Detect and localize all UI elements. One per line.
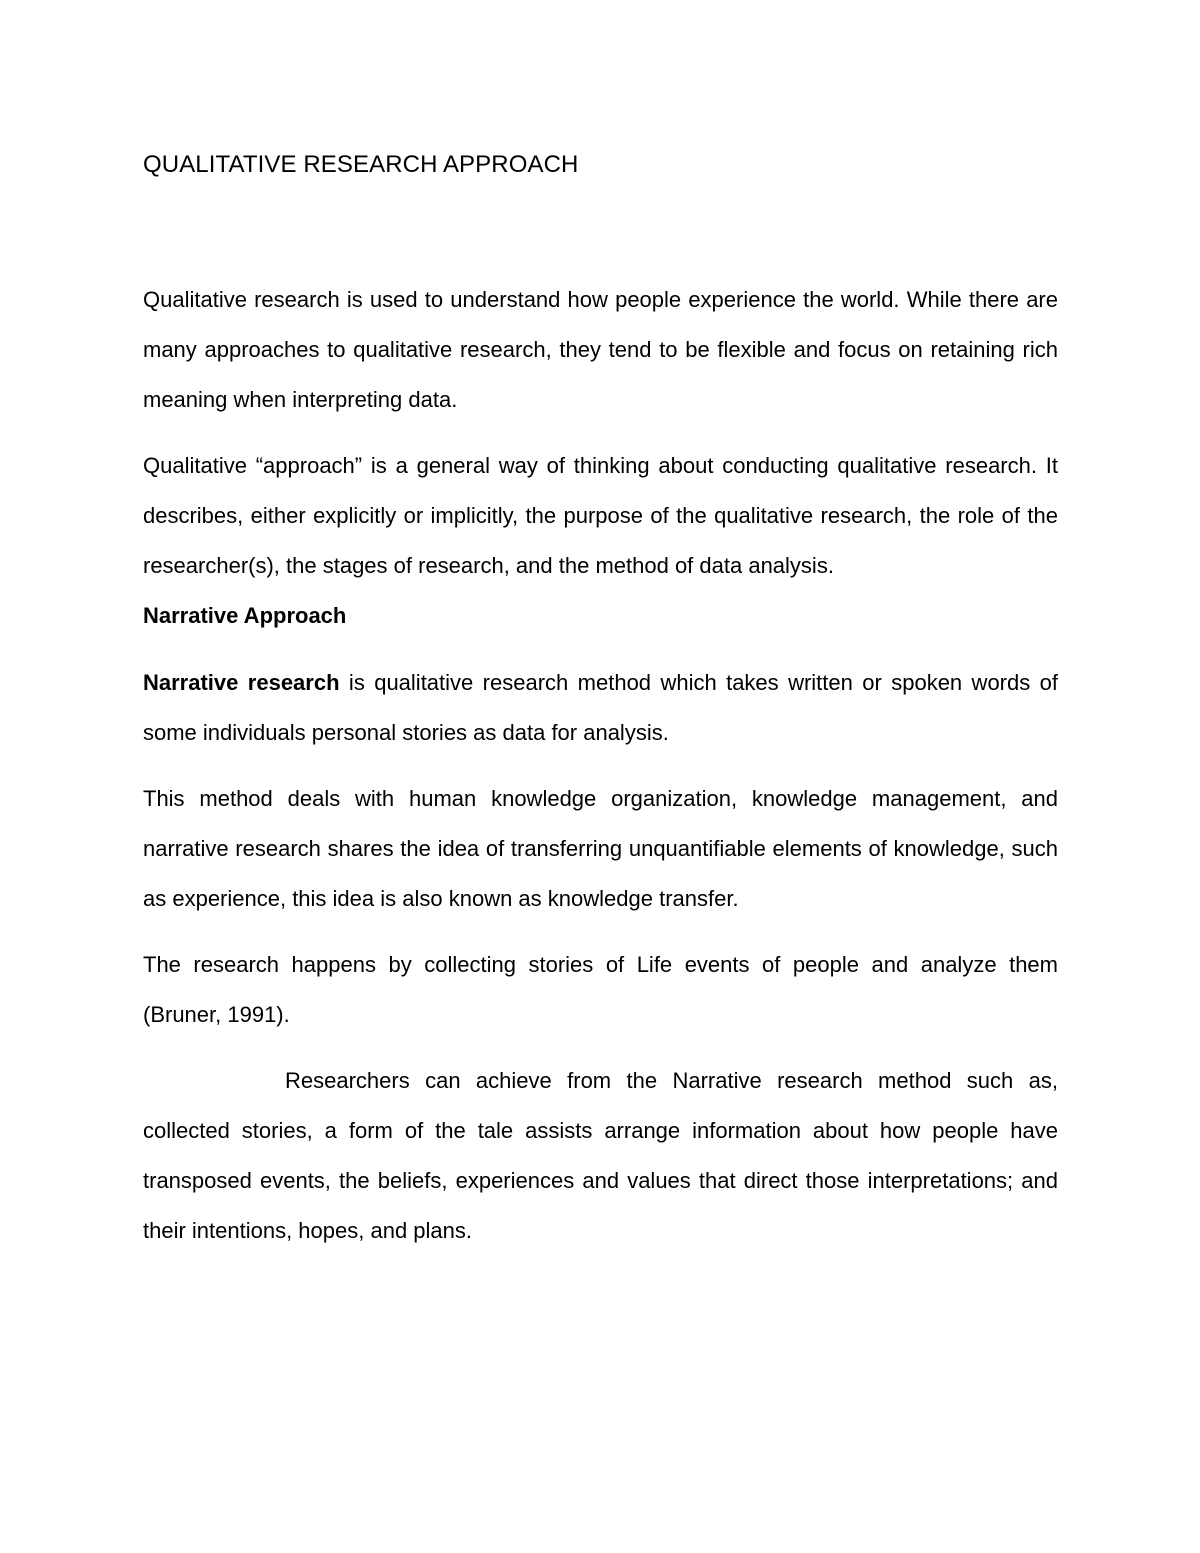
- document-title: QUALITATIVE RESEARCH APPROACH: [143, 151, 579, 178]
- narrative-paragraph-4: Researchers can achieve from the Narrative research method such as, collected stories, a form of the tale assists arrange information about how people have transposed events, the beliefs, experiences and values that direct those interpretations; and their intentions, hopes, and plans.: [143, 1068, 1058, 1243]
- narrative-paragraph-1-text: is qualitative research method which takes written or spoken words of some individuals personal stories as data for analysis.: [143, 670, 1058, 745]
- section-heading-narrative-approach: Narrative Approach: [143, 603, 347, 628]
- narrative-paragraph-1: [143, 658, 1058, 758]
- narrative-paragraph-3: The research happens by collecting stories of Life events of people and analyze them (Bruner, 1991).: [143, 952, 1058, 1027]
- narrative-paragraph-2: This method deals with human knowledge organization, knowledge management, and narrative research shares the idea of transferring unquantifiable elements of knowledge, such as experience, this idea is also known as knowledge transfer.: [143, 786, 1058, 911]
- intro-paragraph-2: Qualitative “approach” is a general way of thinking about conducting qualitative research. It describes, either explicitly or implicitly, the purpose of the qualitative research, the role of the researcher(s), the stages of research, and the method of data analysis.: [143, 453, 1058, 578]
- narrative-paragraph-1-bold-term: Narrative research: [143, 670, 340, 695]
- document-body: [143, 140, 1058, 1256]
- intro-paragraph-1: Qualitative research is used to understand how people experience the world. While there are many approaches to qualitative research, they tend to be flexible and focus on retaining rich meaning when interpreting data.: [143, 287, 1058, 412]
